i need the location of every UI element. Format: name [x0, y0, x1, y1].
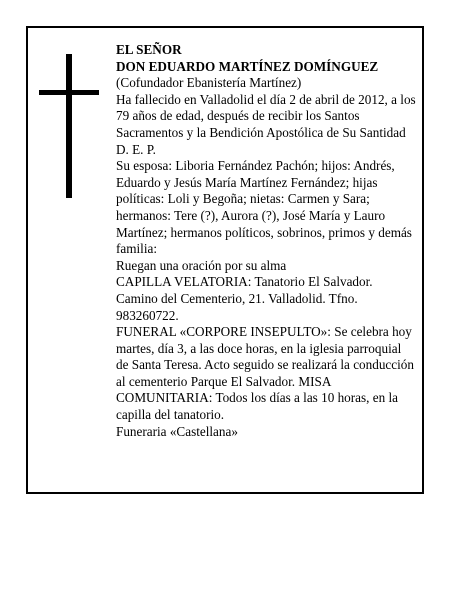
obituary-notice	[26, 26, 424, 494]
chapel-info: CAPILLA VELATORIA: Tanatorio El Salvador. Camino del Cementerio, 21. Valladolid. Tfno. 983260722.	[116, 274, 373, 323]
deceased-name: DON EDUARDO MARTÍNEZ DOMÍNGUEZ	[116, 58, 379, 74]
prayer-request: Ruegan una oración por su alma	[116, 257, 287, 273]
cross-vertical-bar	[66, 54, 72, 198]
obituary-text	[116, 42, 416, 440]
death-statement: Ha fallecido en Valladolid el día 2 de abril de 2012, a los 79 años de edad, después de recibir los Santos Sacramentos y la Bendición Apostólica de Su Santidad	[116, 91, 416, 140]
family-list: Su esposa: Liboria Fernández Pachón; hijos: Andrés, Eduardo y Jesús María Martínez Fernández; hijas políticas: Loli y Begoña; nietas: Carmen y Sara; hermanos: Tere (?), Aurora (?), José María y Lauro Martínez; hermanos políticos, sobrinos, primos y demás familia:	[116, 158, 412, 257]
funeral-home: Funeraria «Castellana»	[116, 423, 238, 439]
title-line: EL SEÑOR	[116, 42, 182, 57]
latin-cross-icon	[39, 54, 99, 198]
deceased-role: (Cofundador Ebanistería Martínez)	[116, 75, 302, 91]
cross-horizontal-bar	[39, 90, 99, 95]
funeral-info: FUNERAL «CORPORE INSEPULTO»: Se celebra hoy martes, día 3, a las doce horas, en la iglesia parroquial de Santa Teresa. Acto seguido se realizará la conducción al cementerio Parque El Salvador. MISA COMUNITARIA: Todos los días a las 10 horas, en la capilla del tanatorio.	[116, 324, 414, 423]
rip: D. E. P.	[116, 141, 156, 157]
